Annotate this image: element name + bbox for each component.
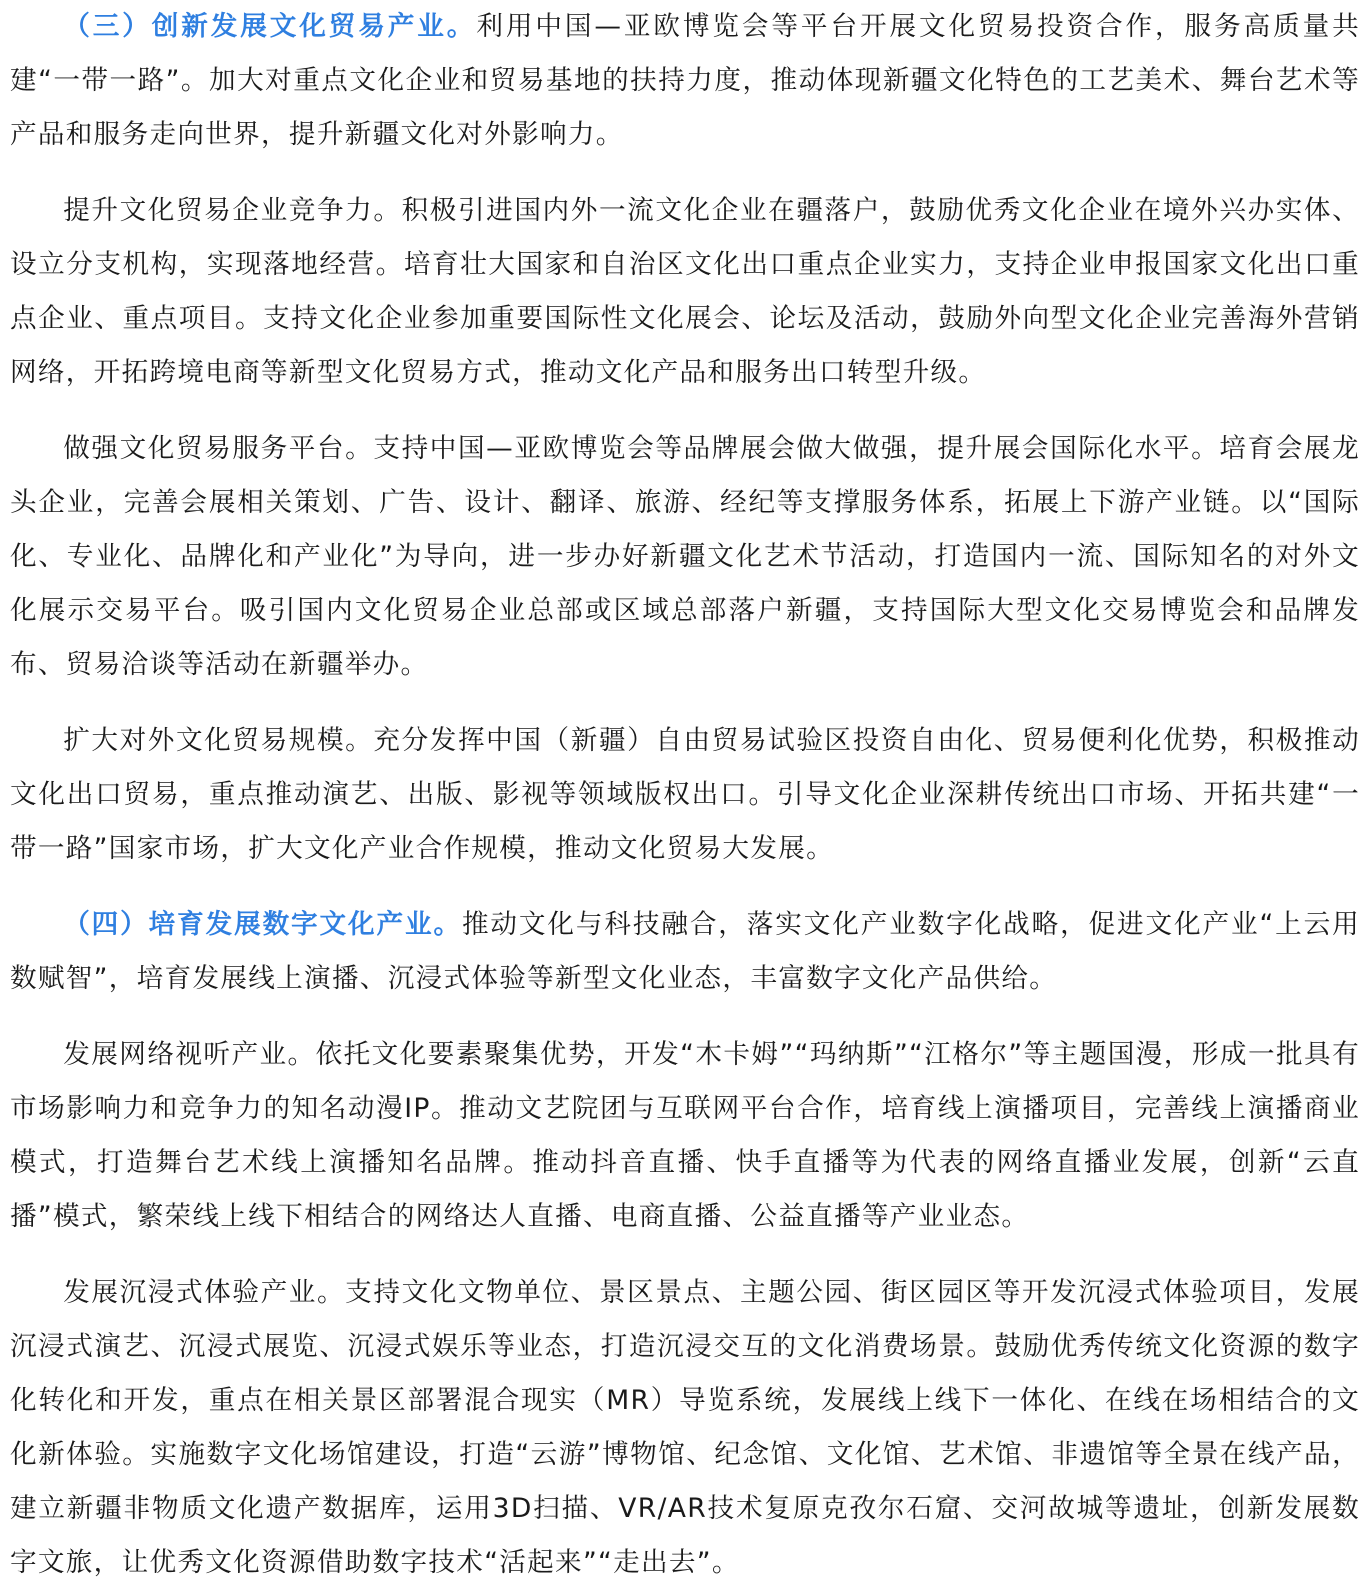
paragraph-section-4: [10, 898, 1360, 1006]
paragraph-online-audiovisual: [10, 1028, 1360, 1244]
paragraph-text: 提升文化贸易企业竞争力。积极引进国内外一流文化企业在疆落户，鼓励优秀文化企业在境外兴办实体、设立分支机构，实现落地经营。培育壮大国家和自治区文化出口重点企业实力，支持企业申报国家文化出口重点企业、重点项目。支持文化企业参加重要国际性文化展会、论坛及活动，鼓励外向型文化企业完善海外营销网络，开拓跨境电商等新型文化贸易方式，推动文化产品和服务出口转型升级。: [10, 195, 1360, 388]
paragraph-trade-scale: [10, 714, 1360, 876]
paragraph-text: 推动文化与科技融合，落实文化产业数字化战略，促进文化产业“上云用数赋智”，培育发展线上演播、沉浸式体验等新型文化业态，丰富数字文化产品供给。: [10, 909, 1360, 994]
paragraph-text: 做强文化贸易服务平台。支持中国—亚欧博览会等品牌展会做大做强，提升展会国际化水平。培育会展龙头企业，完善会展相关策划、广告、设计、翻译、旅游、经纪等支撑服务体系，拓展上下游产业链。以“国际化、专业化、品牌化和产业化”为导向，进一步办好新疆文化艺术节活动，打造国内一流、国际知名的对外文化展示交易平台。吸引国内文化贸易企业总部或区域总部落户新疆，支持国际大型文化交易博览会和品牌发布、贸易洽谈等活动在新疆举办。: [10, 433, 1360, 680]
paragraph-section-3: [10, 0, 1360, 162]
paragraph-enterprise-competitiveness: [10, 184, 1360, 400]
paragraph-text: 利用中国—亚欧博览会等平台开展文化贸易投资合作，服务高质量共建“一带一路”。加大对重点文化企业和贸易基地的扶持力度，推动体现新疆文化特色的工艺美术、舞台艺术等产品和服务走向世界，提升新疆文化对外影响力。: [10, 11, 1361, 150]
paragraph-immersive-experience: [10, 1266, 1360, 1590]
paragraph-text: 发展沉浸式体验产业。支持文化文物单位、景区景点、主题公园、街区园区等开发沉浸式体验项目，发展沉浸式演艺、沉浸式展览、沉浸式娱乐等业态，打造沉浸交互的文化消费场景。鼓励优秀传统文化资源的数字化转化和开发，重点在相关景区部署混合现实（MR）导览系统，发展线上线下一体化、在线在场相结合的文化新体验。实施数字文化场馆建设，打造“云游”博物馆、纪念馆、文化馆、艺术馆、非遗馆等全景在线产品，建立新疆非物质文化遗产数据库，运用3D扫描、VR/AR技术复原克孜尔石窟、交河故城等遗址，创新发展数字文旅，让优秀文化资源借助数字技术“活起来”“走出去”。: [10, 1277, 1360, 1578]
paragraph-service-platform: [10, 422, 1360, 692]
section-heading-3: （三）创新发展文化贸易产业。: [63, 11, 477, 42]
article-body: [10, 0, 1360, 1590]
section-heading-4: （四）培育发展数字文化产业。: [63, 909, 462, 940]
paragraph-text: 发展网络视听产业。依托文化要素聚集优势，开发“木卡姆”“玛纳斯”“江格尔”等主题国漫，形成一批具有市场影响力和竞争力的知名动漫IP。推动文艺院团与互联网平台合作，培育线上演播项目，完善线上演播商业模式，打造舞台艺术线上演播知名品牌。推动抖音直播、快手直播等为代表的网络直播业发展，创新“云直播”模式，繁荣线上线下相结合的网络达人直播、电商直播、公益直播等产业业态。: [10, 1039, 1360, 1232]
paragraph-text: 扩大对外文化贸易规模。充分发挥中国（新疆）自由贸易试验区投资自由化、贸易便利化优势，积极推动文化出口贸易，重点推动演艺、出版、影视等领域版权出口。引导文化企业深耕传统出口市场、开拓共建“一带一路”国家市场，扩大文化产业合作规模，推动文化贸易大发展。: [10, 725, 1360, 864]
